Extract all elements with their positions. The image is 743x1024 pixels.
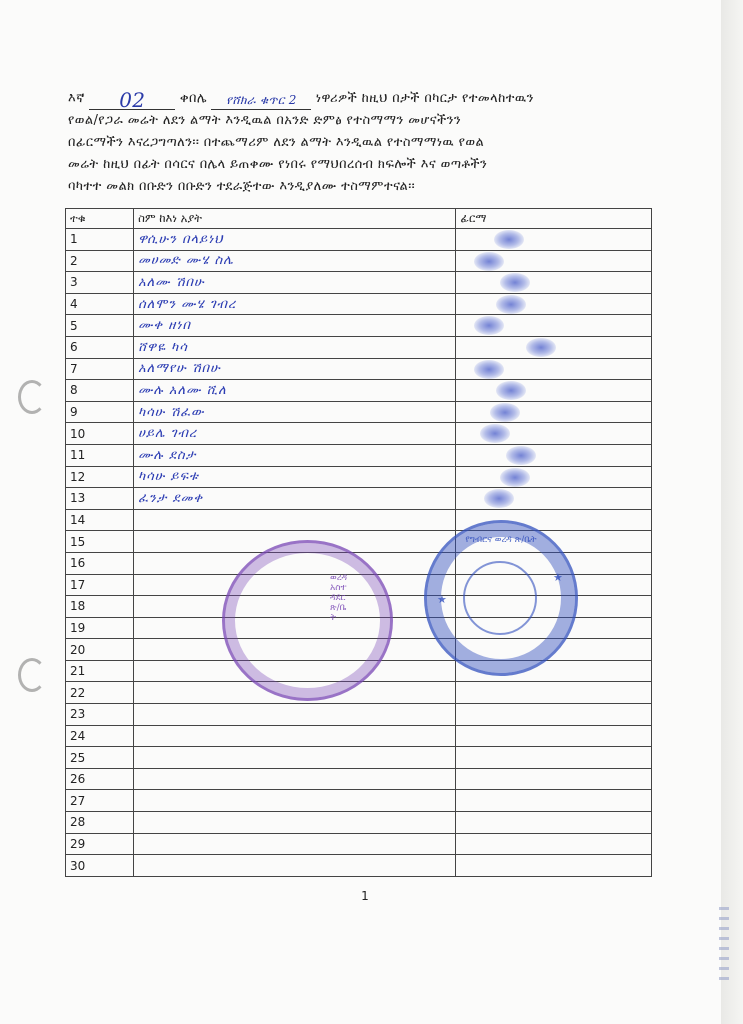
table-header-row [66, 209, 652, 229]
row-number: 17 [66, 574, 134, 596]
row-number: 30 [66, 855, 134, 877]
agreement-paragraph [68, 88, 658, 198]
thumbprint-mark [494, 230, 524, 249]
edge-ink-marks [719, 900, 729, 1010]
signer-name [134, 725, 456, 747]
table-row [66, 358, 652, 380]
star-icon: ★ [437, 593, 447, 606]
row-number: 28 [66, 812, 134, 834]
signature-cell [456, 833, 652, 855]
intro-word-we: እኛ [68, 91, 85, 106]
handwritten-kebele-name: የሸክራ ቁጥር 2 [211, 91, 311, 110]
header-number: ተቁ [66, 209, 134, 229]
signer-name: ሙቀ ዘነበ [134, 315, 456, 337]
thumbprint-mark [474, 360, 504, 379]
signature-cell [456, 229, 652, 251]
signature-cell [456, 358, 652, 380]
signature-cell [456, 790, 652, 812]
table-row [66, 682, 652, 704]
table-row [66, 444, 652, 466]
signature-cell [456, 444, 652, 466]
row-number: 20 [66, 639, 134, 661]
signature-cell [456, 725, 652, 747]
blue-stamp-emblem [463, 561, 537, 635]
row-number: 16 [66, 552, 134, 574]
signer-name: መሀመድ ሙሄ ስሌ [134, 250, 456, 272]
signer-name [134, 833, 456, 855]
handwritten-count: 02 [89, 91, 175, 110]
table-row [66, 380, 652, 402]
intro-line-1 [68, 88, 658, 110]
intro-line-2: የወል/የጋራ መሬት ለደን ልማት እንዲዉል በአንድ ድምፅ የተስማማን መሆናችንን [68, 113, 462, 128]
thumbprint-mark [526, 338, 556, 357]
signer-name: ሀይሌ ገብረ [134, 423, 456, 445]
punch-hole-top [18, 380, 46, 414]
signature-cell [456, 812, 652, 834]
purple-stamp-text: ወረዳ አስተዳደር ጽ/ቤት [330, 573, 348, 623]
thumbprint-mark [474, 316, 504, 335]
signer-name: አለሙ ሽበሁ [134, 272, 456, 294]
table-row [66, 250, 652, 272]
row-number: 2 [66, 250, 134, 272]
table-row [66, 768, 652, 790]
row-number: 29 [66, 833, 134, 855]
table-row [66, 272, 652, 294]
row-number: 4 [66, 293, 134, 315]
table-row [66, 833, 652, 855]
intro-line-5: ባካተተ መልክ በቡድን በቡድን ተደራጅተው እንዲያለሙ ተስማምተናል፡፡ [68, 179, 416, 194]
signer-name: ሙሉ አለሙ ሺለ [134, 380, 456, 402]
row-number: 15 [66, 531, 134, 553]
table-row [66, 229, 652, 251]
intro-line-1-text: ነዋሪዎች ከዚህ በታች በካርታ የተመላከተዉን [315, 91, 534, 106]
signature-cell [456, 768, 652, 790]
row-number: 19 [66, 617, 134, 639]
table-row [66, 725, 652, 747]
signer-name: ዋሲሁን በላይነህ [134, 229, 456, 251]
intro-line-4: መሬት ከዚህ በፊት በሳርና በሌላ ይጠቀሙ የነበሩ የማህበረሰብ ክፍሎች እና ወጣቶችን [68, 157, 488, 172]
table-row [66, 336, 652, 358]
signature-table [65, 208, 652, 877]
blue-stamp-text: የግብርና ወረዳ ጽ/ቤት [465, 535, 537, 545]
row-number: 27 [66, 790, 134, 812]
thumbprint-mark [484, 489, 514, 508]
table-row [66, 747, 652, 769]
row-number: 3 [66, 272, 134, 294]
row-number: 11 [66, 444, 134, 466]
table-row [66, 509, 652, 531]
signer-name [134, 790, 456, 812]
row-number: 22 [66, 682, 134, 704]
signature-cell [456, 315, 652, 337]
thumbprint-mark [474, 252, 504, 271]
signer-name [134, 509, 456, 531]
row-number: 21 [66, 660, 134, 682]
table-row [66, 812, 652, 834]
table-row [66, 315, 652, 337]
signature-cell [456, 747, 652, 769]
table-row [66, 488, 652, 510]
table-row [66, 790, 652, 812]
row-number: 9 [66, 401, 134, 423]
table-row [66, 704, 652, 726]
star-icon: ★ [553, 571, 563, 584]
table-row [66, 401, 652, 423]
table-row [66, 531, 652, 553]
signature-cell [456, 250, 652, 272]
thumbprint-mark [506, 446, 536, 465]
intro-line-3: በፊርማችን እናረጋግጣለን፡፡ በተጨማሪም ለደን ልማት እንዲዉል የተስማማነዉ የወል [68, 135, 485, 150]
table-row [66, 423, 652, 445]
purple-official-stamp [222, 540, 393, 701]
signer-name: ሸዋዬ ካሳ [134, 336, 456, 358]
signer-name [134, 855, 456, 877]
signature-cell [456, 380, 652, 402]
thumbprint-mark [480, 424, 510, 443]
row-number: 24 [66, 725, 134, 747]
signature-cell [456, 272, 652, 294]
thumbprint-mark [490, 403, 520, 422]
signer-name [134, 812, 456, 834]
thumbprint-mark [496, 295, 526, 314]
thumbprint-mark [500, 468, 530, 487]
signer-name [134, 768, 456, 790]
row-number: 7 [66, 358, 134, 380]
thumbprint-mark [500, 273, 530, 292]
punch-hole-bottom [18, 658, 46, 692]
row-number: 18 [66, 596, 134, 618]
row-number: 25 [66, 747, 134, 769]
signer-name: አለማየሁ ሽበሁ [134, 358, 456, 380]
signer-name: ሰለሞን ሙሄ ገብረ [134, 293, 456, 315]
signer-name [134, 747, 456, 769]
header-signature: ፊርማ [456, 209, 652, 229]
intro-word-kebele: ቀበሌ [179, 91, 207, 106]
page-number: 1 [361, 889, 369, 903]
thumbprint-mark [496, 381, 526, 400]
row-number: 1 [66, 229, 134, 251]
table-row [66, 293, 652, 315]
row-number: 5 [66, 315, 134, 337]
signature-cell [456, 466, 652, 488]
row-number: 13 [66, 488, 134, 510]
signature-cell [456, 704, 652, 726]
row-number: 10 [66, 423, 134, 445]
signature-cell [456, 855, 652, 877]
row-number: 6 [66, 336, 134, 358]
signature-cell [456, 401, 652, 423]
next-page-edge [721, 0, 743, 1024]
row-number: 26 [66, 768, 134, 790]
row-number: 23 [66, 704, 134, 726]
signer-name: ሙሉ ደስታ [134, 444, 456, 466]
header-full-name: ስም ከእነ አያት [134, 209, 456, 229]
signature-cell [456, 488, 652, 510]
signer-name: ካሳሁ ይፍቱ [134, 466, 456, 488]
signer-name [134, 704, 456, 726]
row-number: 14 [66, 509, 134, 531]
signature-cell [456, 423, 652, 445]
signature-cell [456, 293, 652, 315]
row-number: 8 [66, 380, 134, 402]
signer-name: ካሳሁ ሽፈው [134, 401, 456, 423]
signature-cell [456, 682, 652, 704]
table-row [66, 855, 652, 877]
signer-name: ፈንታ ደመቀ [134, 488, 456, 510]
signature-cell [456, 336, 652, 358]
table-row [66, 466, 652, 488]
row-number: 12 [66, 466, 134, 488]
blue-official-stamp [424, 520, 578, 676]
